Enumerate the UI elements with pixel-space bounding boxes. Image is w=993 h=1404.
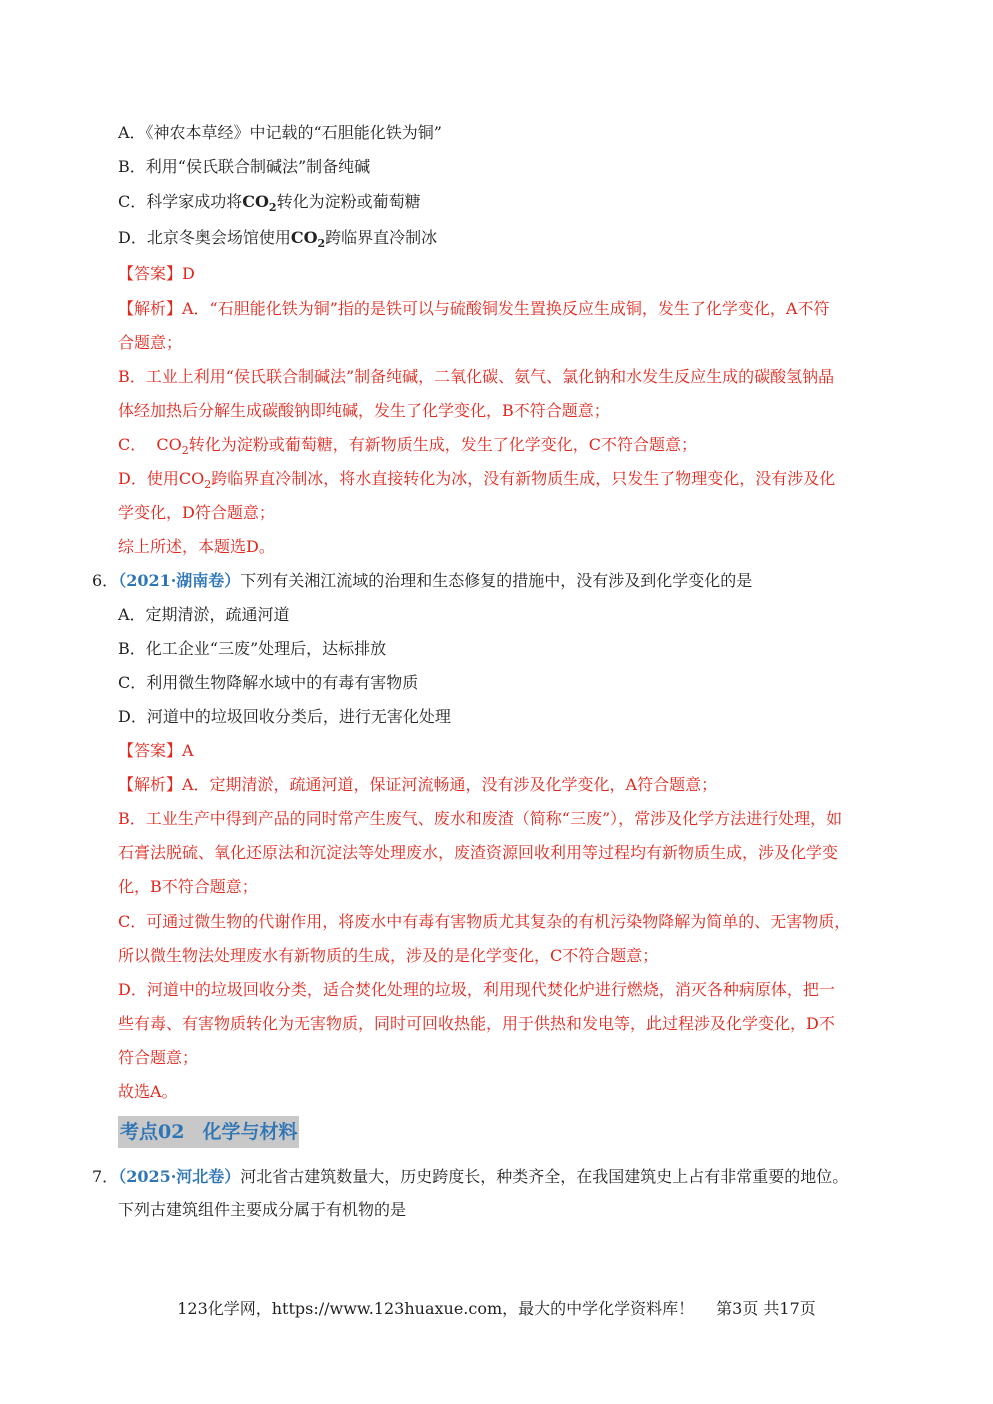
q5-analysis-line: B．工业上利用“侯氏联合制碱法”制备纯碱，二氧化碳、氨气、氯化钠和水发生反应生成的碳酸氢钠晶	[118, 367, 835, 386]
page-footer	[0, 1298, 993, 1320]
q5-option-d: D．北京冬奥会场馆使用$CO_2$跨临界直冷制冰	[118, 228, 438, 250]
q6-option-d: D．河道中的垃圾回收分类后，进行无害化处理	[118, 707, 451, 726]
footer-site: 123化学网，https://www.123huaxue.com，最大的中学化学资料库！	[177, 1299, 695, 1318]
q5-analysis-line: 学变化，D符合题意；	[118, 503, 275, 522]
q6-analysis-line: 故选A。	[118, 1082, 178, 1101]
q5-answer: 【答案】D	[118, 264, 195, 283]
section-heading	[118, 1116, 299, 1148]
q5-analysis-line: 体经加热后分解生成碳酸钠即纯碱，发生了化学变化，B不符合题意；	[118, 401, 610, 420]
q6-option-a: A．定期清淤，疏通河道	[118, 605, 290, 624]
co2-formula: $CO_2$	[178, 469, 212, 491]
section-label: 考点02	[120, 1121, 185, 1143]
q6-analysis-line: 符合题意；	[118, 1048, 199, 1067]
q6-option-c: C．利用微生物降解水域中的有毒有害物质	[118, 673, 419, 692]
q5-option-c: C．科学家成功将$CO_2$转化为淀粉或葡萄糖	[118, 192, 421, 214]
q6-analysis-line: 所以微生物法处理废水有新物质的生成，涉及的是化学变化，C不符合题意；	[118, 946, 659, 965]
q6-analysis-line: B．工业生产中得到产品的同时常产生废气、废水和废渣（简称“三废”），常涉及化学方法进行处理，如	[118, 809, 843, 828]
q6-stem: 6．（2021·湖南卷）下列有关湘江流域的治理和生态修复的措施中，没有涉及到化学变化的是	[92, 571, 753, 590]
q6-analysis-line: D．河道中的垃圾回收分类，适合焚化处理的垃圾，利用现代焚化炉进行燃烧，消灭各种病原体，把一	[118, 980, 835, 999]
q7-stem: 7．（2025·河北卷）河北省古建筑数量大，历史跨度长，种类齐全，在我国建筑史上占有非常重要的地位。	[92, 1167, 849, 1186]
q7-source: （2025·河北卷）	[118, 1167, 241, 1186]
q6-analysis-line: C．可通过微生物的代谢作用，将废水中有毒有害物质尤其复杂的有机污染物降解为简单的、无害物质，	[118, 912, 851, 931]
footer-page-number: 第3页 共17页	[716, 1299, 816, 1318]
q6-analysis-line: 【解析】A．定期清淤，疏通河道，保证河流畅通，没有涉及化学变化，A符合题意；	[118, 775, 718, 794]
q6-source: （2021·湖南卷）	[118, 571, 241, 590]
q5-analysis-line: 【解析】A．“石胆能化铁为铜”指的是铁可以与硫酸铜发生置换反应生成铜，发生了化学变化，A不符	[118, 299, 830, 318]
q6-analysis-line: 些有毒、有害物质转化为无害物质，同时可回收热能，用于供热和发电等，此过程涉及化学变化，D不	[118, 1014, 835, 1033]
q5-analysis-line: D．使用$CO_2$跨临界直冷制冰，将水直接转化为冰，没有新物质生成，只发生了物理变化，没有涉及化	[118, 469, 836, 491]
q7-stem-continued: 下列古建筑组件主要成分属于有机物的是	[118, 1200, 407, 1219]
q5-analysis-line: 综上所述，本题选D。	[118, 537, 275, 556]
q5-option-b: B．利用“侯氏联合制碱法”制备纯碱	[118, 157, 371, 176]
co2-formula: $CO_2$	[156, 435, 189, 457]
q6-answer: 【答案】A	[118, 741, 194, 760]
q6-analysis-line: 化，B不符合题意；	[118, 877, 258, 896]
q5-analysis-line: 合题意；	[118, 333, 183, 352]
q6-option-b: B．化工企业“三废”处理后，达标排放	[118, 639, 387, 658]
section-title: 化学与材料	[202, 1121, 298, 1143]
co2-formula: $CO_2$	[242, 192, 277, 214]
q5-option-a: A．《神农本草经》中记载的“石胆能化铁为铜”	[118, 123, 442, 142]
q6-analysis-line: 石膏法脱硫、氧化还原法和沉淀法等处理废水，废渣资源回收利用等过程均有新物质生成，涉及化学变	[118, 843, 839, 862]
co2-formula: $CO_2$	[290, 228, 326, 250]
q5-analysis-line: C． $CO_2$转化为淀粉或葡萄糖，有新物质生成，发生了化学变化，C不符合题意；	[118, 435, 698, 457]
